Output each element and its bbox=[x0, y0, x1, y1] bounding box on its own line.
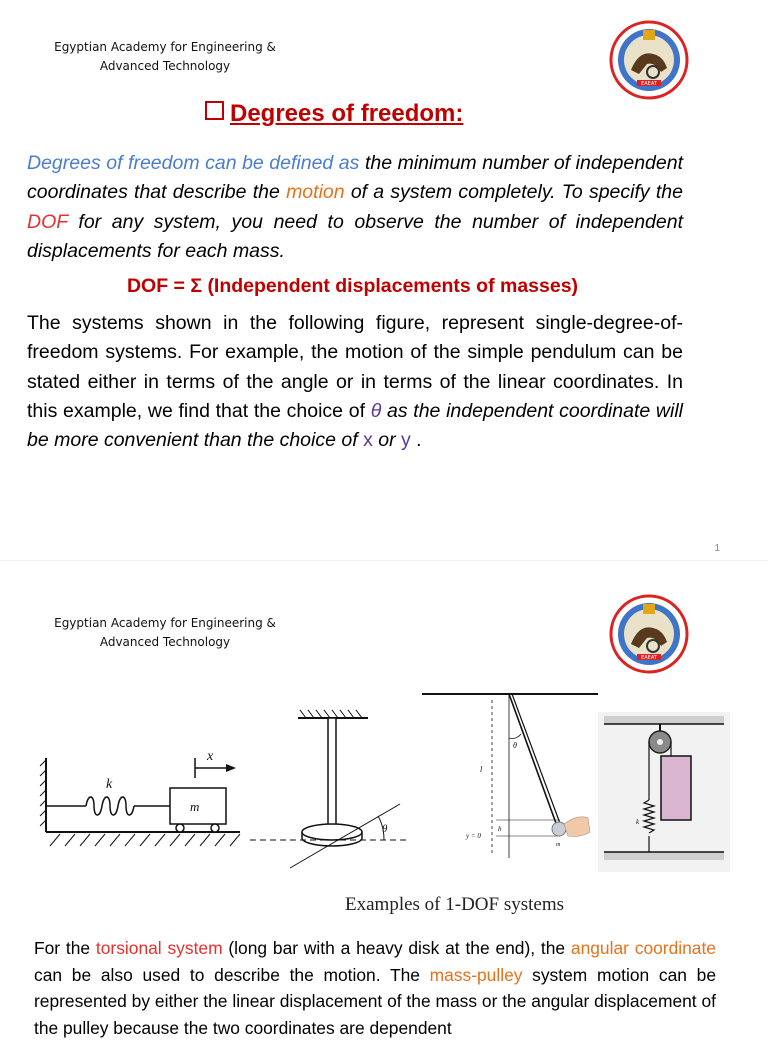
paragraph-text-2: (long bar with a heavy disk at the end), the bbox=[222, 938, 571, 958]
page-separator bbox=[0, 560, 768, 579]
logo-text: EAEAT bbox=[641, 655, 657, 661]
pulley-spring-label: k bbox=[636, 818, 640, 826]
page-2 bbox=[0, 578, 768, 1038]
institution-header bbox=[40, 38, 290, 76]
institution-name-line2: Advanced Technology bbox=[99, 59, 231, 73]
angular-coordinate-term: angular coordinate bbox=[570, 938, 716, 958]
bob-mass-label: m bbox=[556, 842, 561, 848]
paragraph-text-4: system motion can be represented by either the linear displacement of the mass or the angular displacement of the pulley because the two coordinates are dependent bbox=[34, 964, 717, 1038]
displacement-label: x bbox=[207, 749, 214, 764]
dof-formula: DOF = Σ (Independent displacements of masses) bbox=[126, 275, 579, 297]
definition-lead: Degrees of freedom can be defined as bbox=[27, 152, 360, 174]
pendulum-diagram bbox=[420, 686, 600, 866]
spring-mass-diagram bbox=[40, 746, 245, 866]
explanation-paragraph bbox=[27, 309, 683, 455]
or-text: or bbox=[372, 429, 401, 452]
mass-pulley-term: mass-pulley bbox=[429, 964, 523, 985]
academy-logo-icon bbox=[609, 594, 689, 674]
explanation-end: . bbox=[410, 429, 422, 452]
pendulum-angle-label: θ bbox=[513, 741, 517, 750]
definition-text-2: of a system completely. To specify the bbox=[344, 181, 683, 204]
explanation-text-1: The systems shown in the following figure, represent single-degree-of-freedom systems. For example, the motion of the simple pendulum can be stated either in terms of the angle or in terms of the linear coordinates. In this example, we find that the choice of bbox=[27, 312, 683, 422]
datum-label: y = 0 bbox=[466, 832, 481, 840]
mass-pulley-diagram bbox=[598, 712, 730, 872]
institution-name-line1: Egyptian Academy for Engineering & bbox=[54, 616, 276, 630]
dof-term: DOF bbox=[27, 210, 68, 233]
institution-header-2 bbox=[40, 614, 290, 652]
y-symbol: y bbox=[401, 429, 411, 452]
definition-text-1: the minimum number of independent coordinates that describe the bbox=[27, 152, 683, 204]
paragraph-text-1: For the bbox=[34, 938, 96, 958]
checkbox-bullet-icon bbox=[205, 101, 224, 120]
spring-constant-label: k bbox=[106, 777, 113, 792]
torsional-paragraph bbox=[34, 935, 716, 1041]
page-number: 1 bbox=[714, 543, 720, 554]
definition-paragraph bbox=[27, 149, 683, 266]
paragraph-text-3: can be also used to describe the motion. The bbox=[34, 964, 430, 985]
institution-name-line1: Egyptian Academy for Engineering & bbox=[54, 40, 276, 54]
length-label: l bbox=[480, 765, 483, 774]
institution-name-line2: Advanced Technology bbox=[99, 635, 231, 649]
theta-symbol: θ bbox=[370, 399, 382, 422]
explanation-text-2: as the independent coordinate will be more convenient than the choice of bbox=[27, 399, 683, 452]
torsional-system-diagram bbox=[250, 708, 415, 878]
motion-term: motion bbox=[286, 181, 345, 204]
x-symbol: x bbox=[363, 429, 373, 452]
figure-caption: Examples of 1-DOF systems bbox=[345, 894, 565, 915]
mass-label: m bbox=[190, 799, 200, 814]
section-title-text: Degrees of freedom: bbox=[230, 100, 464, 127]
logo-text: EAEAT bbox=[641, 81, 657, 87]
torsional-system-term: torsional system bbox=[95, 938, 223, 958]
torsion-angle-label: θ bbox=[382, 823, 388, 835]
height-label: h bbox=[498, 825, 502, 833]
section-title bbox=[205, 100, 463, 128]
academy-logo-icon bbox=[609, 20, 689, 100]
definition-text-3: for any system, you need to observe the number of independent displacements for each mass. bbox=[27, 210, 683, 262]
